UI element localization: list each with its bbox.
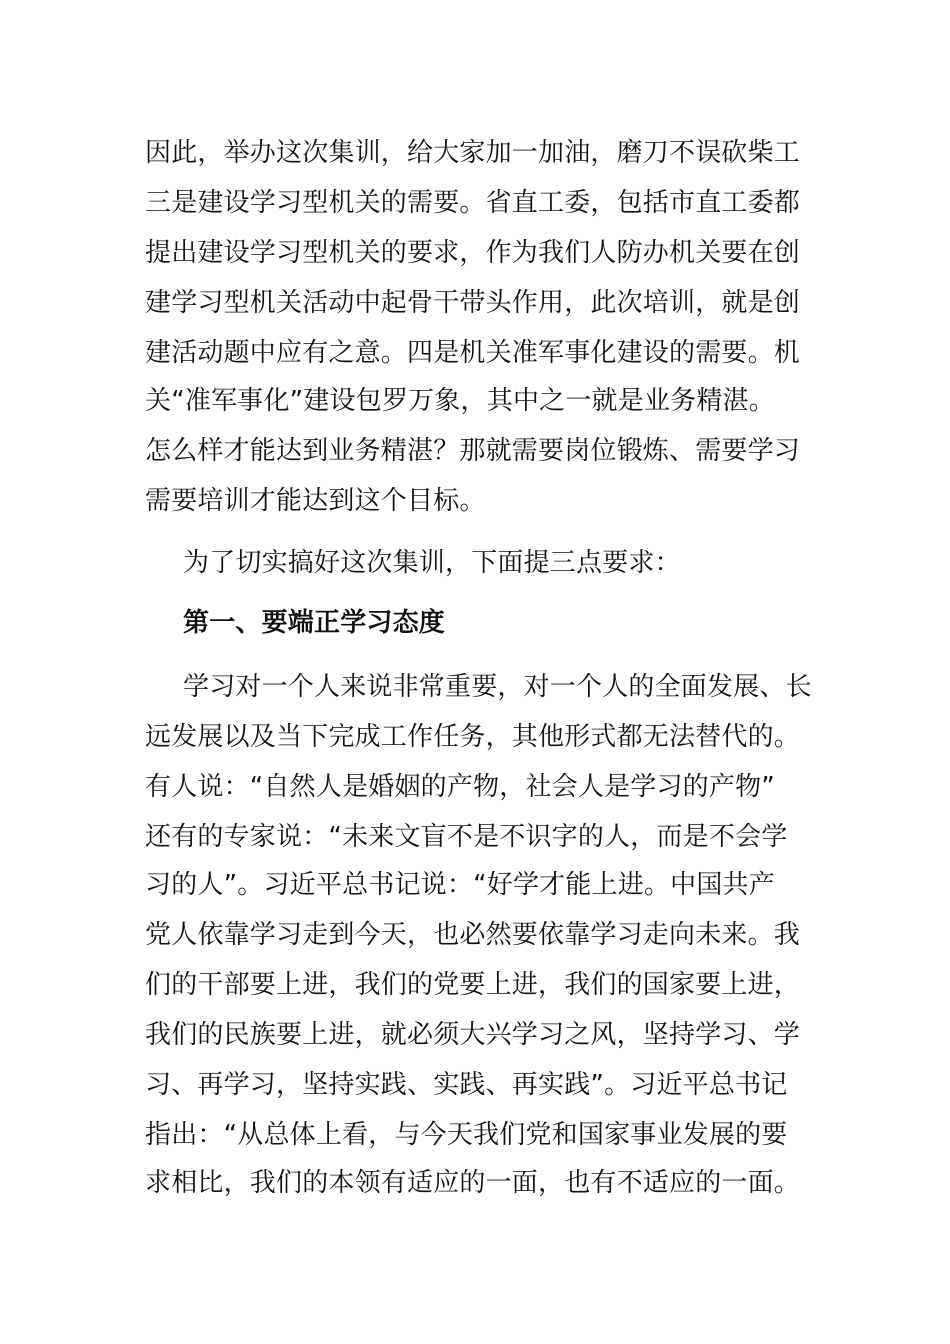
- body-line: 我们的民族要上进，就必须大兴学习之风，坚持学习、学: [145, 1020, 801, 1050]
- body-line: 远发展以及当下完成工作任务，其他形式都无法替代的。: [145, 722, 801, 752]
- body-line: 习、再学习，坚持实践、实践、再实践”。习近平总书记: [145, 1070, 788, 1100]
- body-line: 关“准军事化”建设包罗万象，其中之一就是业务精湛。: [145, 386, 775, 416]
- body-line: 因此，举办这次集训，给大家加一加油，磨刀不误砍柴工: [145, 138, 801, 168]
- body-line: 还有的专家说：“未来文盲不是不识字的人，而是不会学: [145, 822, 788, 852]
- body-line: 习的人”。习近平总书记说：“好学才能上进。中国共产: [145, 870, 775, 900]
- body-line: 建学习型机关活动中起骨干带头作用，此次培训，就是创: [145, 288, 801, 318]
- body-line: 学习对一个人来说非常重要，对一个人的全面发展、长: [183, 672, 812, 702]
- section-heading: 第一、要端正学习态度: [183, 608, 446, 638]
- body-line: 怎么样才能达到业务精湛？那就需要岗位锻炼、需要学习: [145, 436, 801, 466]
- body-line: 党人依靠学习走到今天，也必然要依靠学习走向未来。我: [145, 920, 801, 950]
- body-line: 三是建设学习型机关的需要。省直工委，包括市直工委都: [145, 188, 801, 218]
- body-line: 指出：“从总体上看，与今天我们党和国家事业发展的要: [145, 1120, 788, 1150]
- body-line: 们的干部要上进，我们的党要上进，我们的国家要上进，: [145, 970, 801, 1000]
- body-line: 需要培训才能达到这个目标。: [145, 486, 486, 516]
- body-line: 求相比，我们的本领有适应的一面，也有不适应的一面。: [145, 1168, 801, 1198]
- body-line: 提出建设学习型机关的要求，作为我们人防办机关要在创: [145, 238, 801, 268]
- body-line: 建活动题中应有之意。四是机关准军事化建设的需要。机: [145, 338, 801, 368]
- paragraph-intro: 为了切实搞好这次集训，下面提三点要求：: [183, 548, 681, 578]
- body-line: 有人说：“自然人是婚姻的产物，社会人是学习的产物”: [145, 772, 775, 802]
